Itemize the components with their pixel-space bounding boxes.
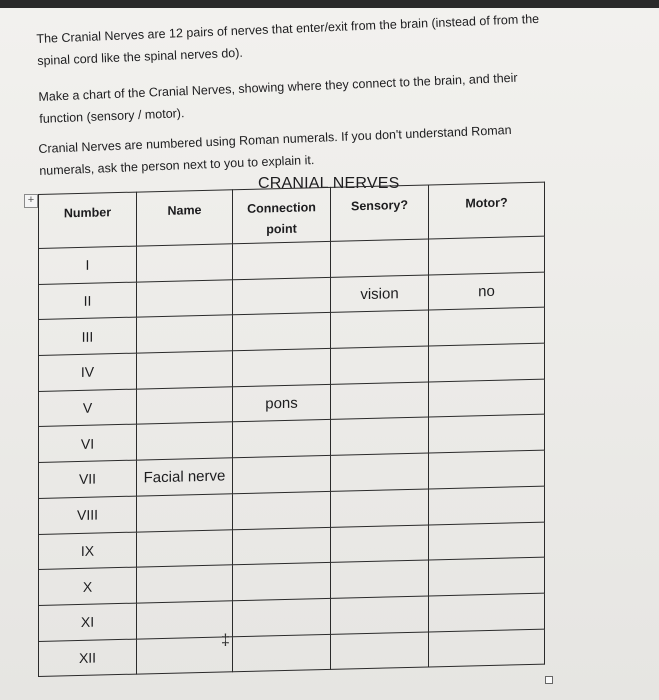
cell-name[interactable]: Facial nerve xyxy=(137,458,233,496)
cell-motor[interactable] xyxy=(429,415,545,454)
cell-name[interactable] xyxy=(137,244,233,282)
intro-line-2: spinal cord like the spinal nerves do). xyxy=(37,45,244,68)
cell-motor[interactable] xyxy=(429,307,545,346)
cell-connection-point[interactable] xyxy=(233,527,331,565)
cell-motor[interactable] xyxy=(429,629,545,668)
cell-connection-point[interactable]: pons xyxy=(233,384,331,422)
cell-number[interactable]: I xyxy=(39,246,137,284)
cell-number[interactable]: III xyxy=(39,317,137,355)
cell-sensory[interactable] xyxy=(331,453,429,491)
cell-connection-point[interactable] xyxy=(233,563,331,601)
cranial-nerves-table xyxy=(38,182,544,676)
table-resize-handle[interactable] xyxy=(545,676,553,684)
cell-connection-point[interactable] xyxy=(233,313,331,351)
cell-number[interactable]: XI xyxy=(39,603,137,641)
cell-connection-point[interactable] xyxy=(233,598,331,636)
cell-number[interactable]: X xyxy=(39,567,137,605)
cell-number[interactable]: VIII xyxy=(39,496,137,534)
intro-line-4: function (sensory / motor). xyxy=(39,106,185,126)
intro-line-1: The Cranial Nerves are 12 pairs of nerves that enter/exit from the brain (instead of from the xyxy=(36,11,540,46)
header-name[interactable]: Name xyxy=(137,190,233,246)
top-edge-bar xyxy=(0,0,659,8)
cell-connection-point[interactable] xyxy=(233,455,331,493)
cell-sensory[interactable]: vision xyxy=(331,275,429,313)
cell-sensory[interactable] xyxy=(331,382,429,420)
cell-motor[interactable] xyxy=(429,486,545,525)
intro-line-5: Cranial Nerves are numbered using Roman numerals. If you don't understand Roman xyxy=(38,122,512,156)
header-sensory[interactable]: Sensory? xyxy=(331,185,429,241)
cell-sensory[interactable] xyxy=(331,239,429,277)
cell-connection-point[interactable] xyxy=(233,348,331,386)
cell-sensory[interactable] xyxy=(331,346,429,384)
cell-name[interactable] xyxy=(137,386,233,424)
cell-number[interactable]: XII xyxy=(39,639,137,677)
cell-name[interactable] xyxy=(137,351,233,389)
cell-motor[interactable] xyxy=(429,593,545,632)
cell-motor[interactable]: no xyxy=(429,272,545,311)
cell-connection-point[interactable] xyxy=(233,634,331,672)
intro-paragraph-1 xyxy=(36,8,540,72)
cell-name[interactable] xyxy=(137,601,233,639)
cell-sensory[interactable] xyxy=(331,489,429,527)
cell-name[interactable] xyxy=(137,636,233,674)
cell-motor[interactable] xyxy=(429,379,545,418)
cell-connection-point[interactable] xyxy=(233,491,331,529)
intro-paragraph-3 xyxy=(38,119,513,182)
cell-sensory[interactable] xyxy=(331,596,429,634)
cell-connection-point[interactable] xyxy=(233,277,331,315)
cell-sensory[interactable] xyxy=(331,632,429,670)
cell-number[interactable]: IV xyxy=(39,353,137,391)
cell-motor[interactable] xyxy=(429,343,545,382)
cell-name[interactable] xyxy=(137,422,233,460)
cell-sensory[interactable] xyxy=(331,417,429,455)
cell-sensory[interactable] xyxy=(331,310,429,348)
header-motor[interactable]: Motor? xyxy=(429,182,545,239)
cell-sensory[interactable] xyxy=(331,560,429,598)
intro-line-3: Make a chart of the Cranial Nerves, showing where they connect to the brain, and their xyxy=(38,70,518,104)
table-title: CRANIAL NERVES xyxy=(258,175,400,192)
cell-connection-point[interactable] xyxy=(233,241,331,279)
cell-name[interactable] xyxy=(137,494,233,532)
cell-number[interactable]: VI xyxy=(39,425,137,463)
cell-motor[interactable] xyxy=(429,236,545,275)
cell-number[interactable]: VII xyxy=(39,460,137,498)
cell-number[interactable]: IX xyxy=(39,532,137,570)
cell-name[interactable] xyxy=(137,529,233,567)
cell-number[interactable]: II xyxy=(39,282,137,320)
table-move-handle-icon[interactable]: + xyxy=(24,194,38,208)
cell-motor[interactable] xyxy=(429,522,545,561)
header-connection-point[interactable]: Connection point xyxy=(233,187,331,243)
cell-sensory[interactable] xyxy=(331,524,429,562)
text-cursor-icon: ‡ xyxy=(221,632,230,649)
intro-line-6: numerals, ask the person next to you to explain it. xyxy=(39,152,315,178)
cell-connection-point[interactable] xyxy=(233,420,331,458)
cell-number[interactable]: V xyxy=(39,389,137,427)
cell-motor[interactable] xyxy=(429,450,545,489)
intro-paragraph-2 xyxy=(38,67,519,130)
cell-name[interactable] xyxy=(137,315,233,353)
header-number[interactable]: Number xyxy=(39,192,137,248)
cell-name[interactable] xyxy=(137,565,233,603)
cell-name[interactable] xyxy=(137,279,233,317)
cell-motor[interactable] xyxy=(429,557,545,596)
